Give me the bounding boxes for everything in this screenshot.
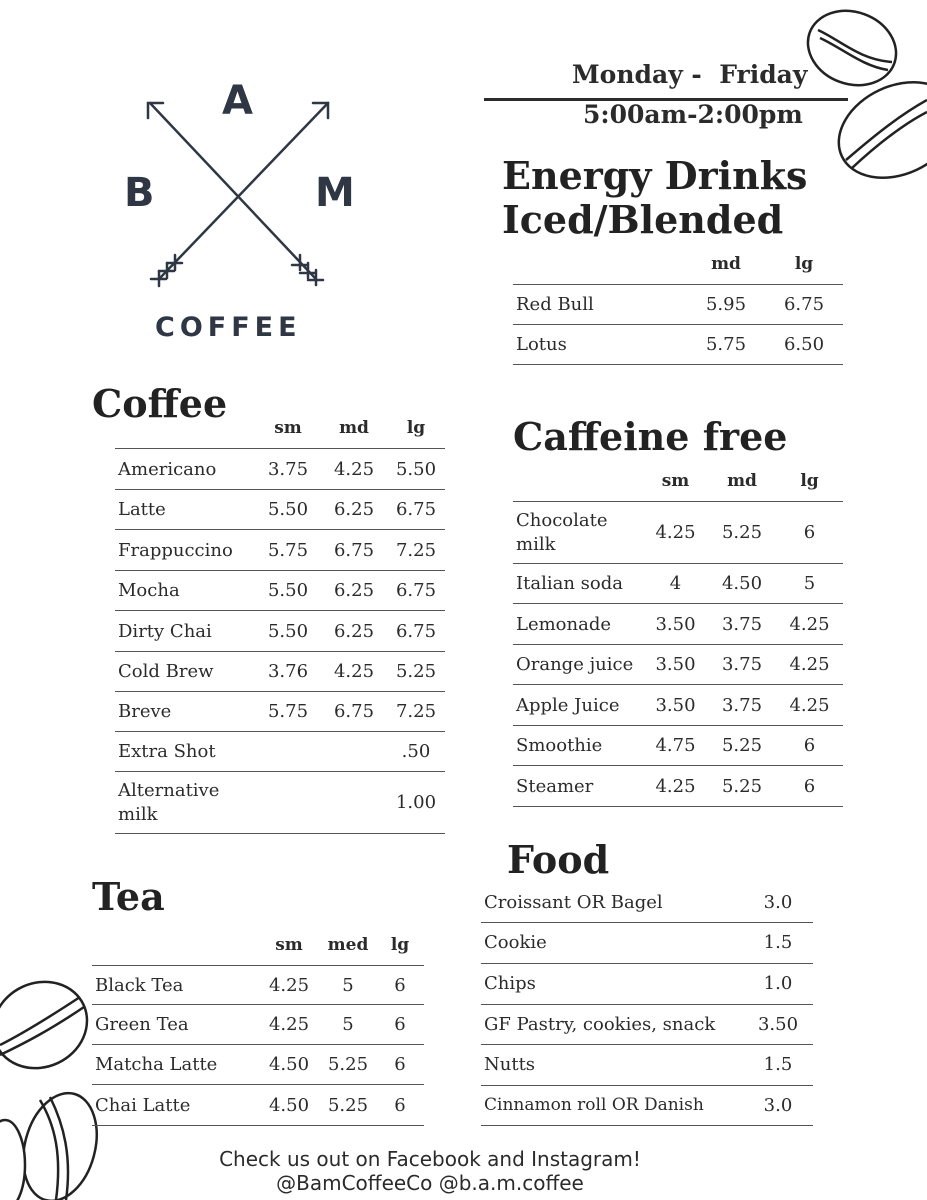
item-name: Italian soda: [513, 564, 643, 604]
menu-row: [115, 490, 445, 530]
logo-letter-m: M: [315, 170, 355, 216]
menu-row: [513, 285, 843, 325]
price-med: 5: [320, 1005, 376, 1045]
item-name: Extra Shot: [115, 732, 255, 772]
price-sm: 3.50: [643, 645, 708, 685]
caffeine-free-table: [513, 461, 843, 807]
logo-letter-b: B: [124, 170, 155, 216]
menu-row: [92, 966, 424, 1005]
price-md: 6.75: [321, 692, 387, 732]
price-lg: 6.50: [765, 325, 843, 365]
price-md: 3.75: [708, 685, 776, 726]
price-sm: [255, 732, 321, 772]
price-md: 3.75: [708, 604, 776, 645]
menu-row: [513, 645, 843, 685]
menu-row: [513, 502, 843, 564]
price-md: 6.25: [321, 571, 387, 611]
price: 1.5: [743, 922, 813, 963]
price-sm: 3.75: [255, 449, 321, 490]
price-sm: 5.75: [255, 692, 321, 732]
item-name: Lotus: [513, 325, 687, 365]
price-lg: 5.50: [387, 449, 445, 490]
price-lg: .50: [387, 732, 445, 772]
item-name: Chips: [481, 963, 743, 1004]
price: 3.0: [743, 883, 813, 922]
menu-row: [115, 732, 445, 772]
caffeine-free-title: Caffeine free: [513, 414, 788, 459]
price-sm: [255, 772, 321, 834]
item-name: Croissant OR Bagel: [481, 883, 743, 922]
price-md: 4.25: [321, 449, 387, 490]
food-title: Food: [507, 837, 610, 882]
footer-line1: Check us out on Facebook and Instagram!: [219, 1147, 641, 1171]
item-name: Red Bull: [513, 285, 687, 325]
coffee-table: [115, 408, 445, 834]
price-lg: 5.25: [387, 652, 445, 692]
price-sm: 3.76: [255, 652, 321, 692]
menu-row: [481, 922, 813, 963]
item-name: Cookie: [481, 922, 743, 963]
item-name: Frappuccino: [115, 530, 255, 571]
price-lg: 4.25: [776, 604, 843, 645]
menu-row: [115, 772, 445, 834]
item-name: Chai Latte: [92, 1085, 258, 1126]
energy-drinks-table: [513, 244, 843, 365]
tea-header-sm: sm: [258, 925, 320, 966]
menu-row: [92, 1085, 424, 1126]
item-name: Cold Brew: [115, 652, 255, 692]
price-lg: 4.25: [776, 645, 843, 685]
price-md: 6.75: [321, 530, 387, 571]
item-name: Black Tea: [92, 966, 258, 1005]
price-sm: 4.25: [643, 766, 708, 807]
price-sm: 3.50: [643, 685, 708, 726]
price-lg: 7.25: [387, 530, 445, 571]
hours-days: Monday - Friday: [572, 60, 808, 89]
energy-title-line2: Iced/Blended: [502, 197, 784, 242]
price-lg: 6.75: [387, 571, 445, 611]
price-sm: 5.50: [255, 490, 321, 530]
price-md: 6.25: [321, 490, 387, 530]
price-lg: 6: [776, 766, 843, 807]
menu-row: [513, 604, 843, 645]
price-lg: 6: [376, 1005, 424, 1045]
tea-header-lg: lg: [376, 925, 424, 966]
item-name: Alternative milk: [115, 772, 255, 834]
item-name: Cinnamon roll OR Danish: [481, 1085, 743, 1125]
price-lg: 7.25: [387, 692, 445, 732]
price-md: 6.25: [321, 611, 387, 652]
menu-row: [513, 564, 843, 604]
price-sm: 5.50: [255, 571, 321, 611]
menu-row: [481, 883, 813, 922]
price-sm: 5.75: [255, 530, 321, 571]
price-lg: 6.75: [765, 285, 843, 325]
price-md: 5.25: [708, 502, 776, 564]
price-lg: 1.00: [387, 772, 445, 834]
energy-header-md: md: [687, 244, 765, 285]
price-md: 5.25: [708, 726, 776, 766]
price-sm: 4: [643, 564, 708, 604]
menu-row: [513, 726, 843, 766]
coffee-header-lg: lg: [387, 408, 445, 449]
coffee-title: Coffee: [92, 381, 228, 426]
price-lg: 6: [376, 1045, 424, 1085]
menu-row: [513, 685, 843, 726]
menu-row: [481, 1044, 813, 1085]
item-name: Americano: [115, 449, 255, 490]
energy-header-lg: lg: [765, 244, 843, 285]
menu-row: [481, 1085, 813, 1125]
item-name: Orange juice: [513, 645, 643, 685]
price: 3.0: [743, 1085, 813, 1125]
energy-title-line1: Energy Drinks: [502, 153, 808, 198]
tea-header-med: med: [320, 925, 376, 966]
price-lg: 6: [776, 502, 843, 564]
menu-row: [481, 1004, 813, 1044]
item-name: Apple Juice: [513, 685, 643, 726]
item-name: Smoothie: [513, 726, 643, 766]
menu-row: [513, 766, 843, 807]
price-md: 3.75: [708, 645, 776, 685]
price-lg: 6: [376, 966, 424, 1005]
item-name: Breve: [115, 692, 255, 732]
menu-row: [115, 571, 445, 611]
menu-row: [115, 692, 445, 732]
price-md: 4.50: [708, 564, 776, 604]
price-med: 5.25: [320, 1045, 376, 1085]
price-lg: 6: [376, 1085, 424, 1126]
price-md: [321, 772, 387, 834]
item-name: Lemonade: [513, 604, 643, 645]
caffeine-free-header-lg: lg: [776, 461, 843, 502]
social-footer: [150, 1147, 710, 1195]
price-md: 5.25: [708, 766, 776, 807]
menu-row: [92, 1005, 424, 1045]
price-lg: 6: [776, 726, 843, 766]
caffeine-free-header-sm: sm: [643, 461, 708, 502]
food-table: [481, 883, 813, 1126]
item-name: Latte: [115, 490, 255, 530]
price-med: 5: [320, 966, 376, 1005]
logo-wordmark: COFFEE: [155, 312, 302, 343]
price-lg: 6.75: [387, 490, 445, 530]
price-sm: 4.25: [258, 966, 320, 1005]
menu-row: [115, 611, 445, 652]
energy-drinks-title: [502, 154, 807, 242]
footer-line2: @BamCoffeeCo @b.a.m.coffee: [276, 1171, 584, 1195]
menu-row: [513, 325, 843, 365]
price-md: 4.25: [321, 652, 387, 692]
price-sm: 4.75: [643, 726, 708, 766]
menu-row: [92, 1045, 424, 1085]
price-sm: 5.50: [255, 611, 321, 652]
menu-row: [481, 963, 813, 1004]
price-sm: 4.50: [258, 1085, 320, 1126]
item-name: Chocolate milk: [513, 502, 643, 564]
item-name: Matcha Latte: [92, 1045, 258, 1085]
item-name: Green Tea: [92, 1005, 258, 1045]
price-lg: 6.75: [387, 611, 445, 652]
hours-time: 5:00am-2:00pm: [583, 100, 803, 129]
price-md: 5.75: [687, 325, 765, 365]
menu-row: [115, 652, 445, 692]
coffee-header-md: md: [321, 408, 387, 449]
price-sm: 3.50: [643, 604, 708, 645]
price-lg: 5: [776, 564, 843, 604]
menu-row: [115, 530, 445, 571]
price-med: 5.25: [320, 1085, 376, 1126]
price-md: 5.95: [687, 285, 765, 325]
price: 1.5: [743, 1044, 813, 1085]
coffee-header-sm: sm: [255, 408, 321, 449]
item-name: GF Pastry, cookies, snack: [481, 1004, 743, 1044]
price-sm: 4.50: [258, 1045, 320, 1085]
tea-table: [92, 925, 424, 1126]
price: 1.0: [743, 963, 813, 1004]
bam-coffee-logo: [110, 70, 370, 360]
item-name: Steamer: [513, 766, 643, 807]
price-md: [321, 732, 387, 772]
logo-letter-a: A: [222, 78, 253, 124]
menu-row: [115, 449, 445, 490]
price-lg: 4.25: [776, 685, 843, 726]
item-name: Mocha: [115, 571, 255, 611]
tea-title: Tea: [92, 874, 165, 919]
item-name: Dirty Chai: [115, 611, 255, 652]
item-name: Nutts: [481, 1044, 743, 1085]
price: 3.50: [743, 1004, 813, 1044]
price-sm: 4.25: [258, 1005, 320, 1045]
caffeine-free-header-md: md: [708, 461, 776, 502]
price-sm: 4.25: [643, 502, 708, 564]
